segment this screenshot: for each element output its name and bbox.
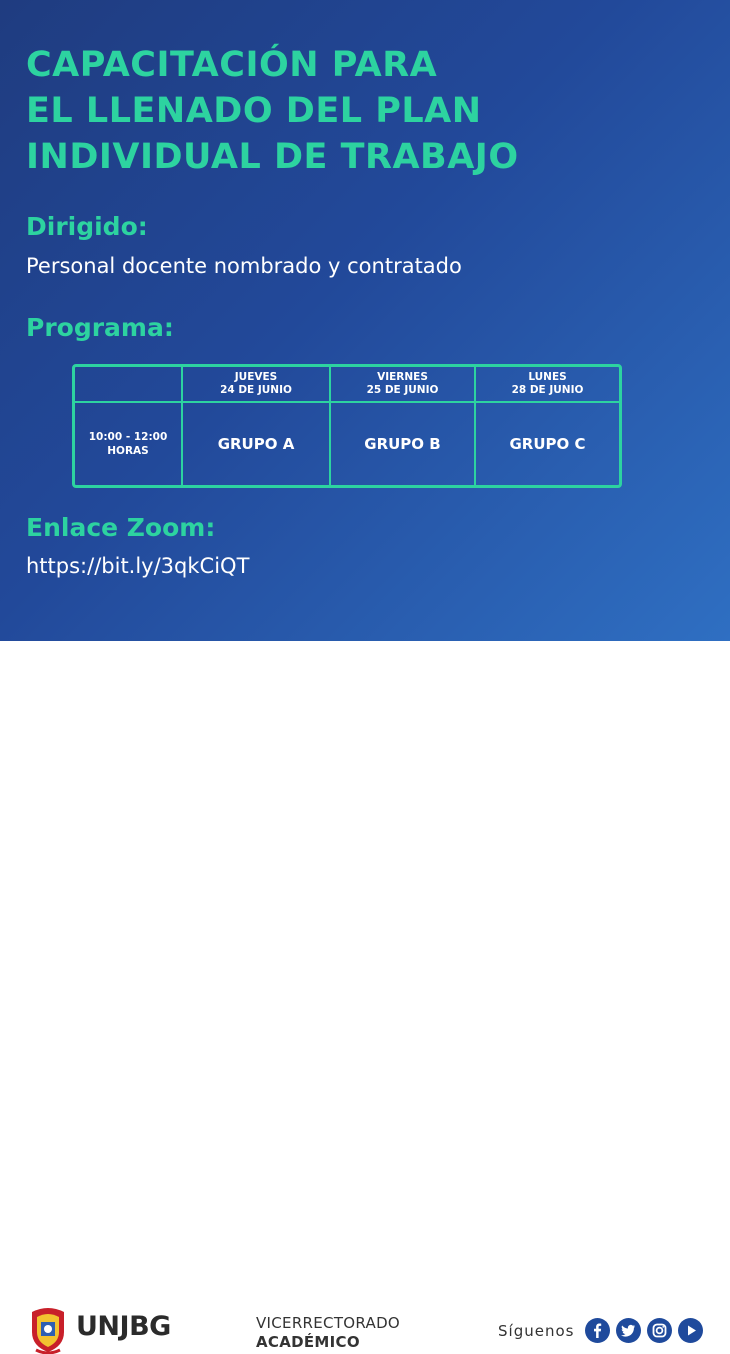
time-range: 10:00 - 12:00 xyxy=(88,431,168,443)
title-line-1: CAPACITACIÓN PARA xyxy=(26,45,438,85)
twitter-icon[interactable] xyxy=(616,1318,641,1343)
schedule-time-cell xyxy=(75,403,183,485)
header-day: LUNES xyxy=(528,371,567,383)
group-a-cell xyxy=(183,403,331,485)
group-label: GRUPO C xyxy=(509,435,586,453)
header-date: 25 DE JUNIO xyxy=(366,384,439,396)
group-label: GRUPO A xyxy=(217,435,295,453)
instagram-icon[interactable] xyxy=(647,1318,672,1343)
schedule-corner-cell xyxy=(75,367,183,403)
footer xyxy=(0,641,730,1351)
time-unit: HORAS xyxy=(107,445,149,457)
group-label: GRUPO B xyxy=(364,435,441,453)
page-title xyxy=(26,42,519,180)
header-day: VIERNES xyxy=(377,371,428,383)
main-panel xyxy=(0,0,730,641)
youtube-icon[interactable] xyxy=(678,1318,703,1343)
schedule-table xyxy=(72,364,622,488)
zoom-link[interactable]: https://bit.ly/3qkCiQT xyxy=(26,554,250,578)
academico-line: ACADÉMICO xyxy=(256,1333,360,1351)
schedule-header-lunes xyxy=(476,367,619,403)
follow-label: Síguenos xyxy=(498,1322,575,1340)
title-line-2: EL LLENADO DEL PLAN xyxy=(26,91,482,131)
header-date: 24 DE JUNIO xyxy=(220,384,292,396)
university-emblem-icon xyxy=(28,1306,68,1354)
schedule-header-jueves xyxy=(183,367,331,403)
dirigido-text: Personal docente nombrado y contratado xyxy=(26,254,462,278)
title-line-3: INDIVIDUAL DE TRABAJO xyxy=(26,137,519,177)
university-logo-text: UNJBG xyxy=(76,1311,171,1342)
group-b-cell xyxy=(331,403,476,485)
header-date: 28 DE JUNIO xyxy=(511,384,584,396)
facebook-icon[interactable] xyxy=(585,1318,610,1343)
group-c-cell xyxy=(476,403,619,485)
dirigido-label: Dirigido: xyxy=(26,212,148,241)
programa-label: Programa: xyxy=(26,313,174,342)
header-day: JUEVES xyxy=(234,371,278,383)
schedule-header-viernes xyxy=(331,367,476,403)
vicerrectorado-line: VICERRECTORADO xyxy=(256,1314,401,1332)
zoom-label: Enlace Zoom: xyxy=(26,513,216,542)
